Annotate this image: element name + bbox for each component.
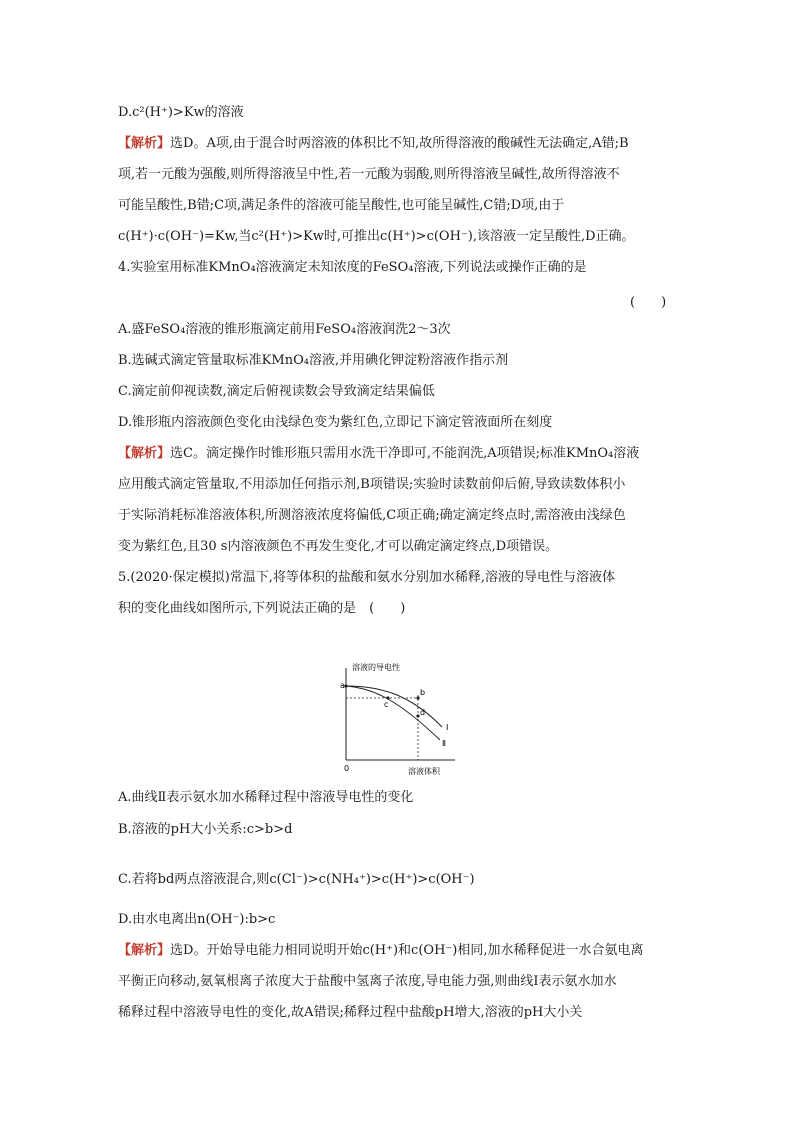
analysis-4-line-4: 变为紫红色,且30 s内溶液颜色不再发生变化,才可以确定滴定终点,D项错误。 bbox=[118, 539, 559, 554]
analysis-text: 选D。A项,由于混合时两溶液的体积比不知,故所得溶液的酸碱性无法确定,A错;B bbox=[170, 136, 629, 151]
question-5-option-a: A.曲线Ⅱ表示氨水加水稀释过程中溶液导电性的变化 bbox=[118, 790, 414, 805]
question-4-option-c: C.滴定前仰视读数,滴定后俯视读数会导致滴定结果偏低 bbox=[118, 384, 435, 399]
analysis-4-line-1 bbox=[118, 446, 678, 462]
question-5-option-b: B.溶液的pH大小关系:c>b>d bbox=[118, 822, 293, 837]
analysis-text: 选C。滴定操作时锥形瓶只需用水洗干净即可,不能润洗,A项错误;标准KMnO₄溶液 bbox=[170, 446, 640, 461]
analysis-5-line-3: 稀释过程中溶液导电性的变化,故A错误;稀释过程中盐酸pH增大,溶液的pH大小关 bbox=[118, 1005, 583, 1020]
question-4-stem: 4.实验室用标准KMnO₄溶液滴定未知浓度的FeSO₄溶液,下列说法或操作正确的是 bbox=[118, 260, 587, 275]
question-4-option-b: B.选碱式滴定管量取标准KMnO₄溶液,并用碘化钾淀粉溶液作指示剂 bbox=[118, 353, 509, 368]
analysis-tag: 【解析】 bbox=[118, 446, 171, 461]
question-4-answer-paren: ( ) bbox=[630, 295, 667, 310]
question-4-option-a: A.盛FeSO₄溶液的锥形瓶滴定前用FeSO₄溶液润洗2～3次 bbox=[118, 322, 451, 337]
analysis-tag: 【解析】 bbox=[118, 943, 171, 958]
curve-1-label: Ⅰ bbox=[446, 723, 449, 732]
analysis-3-line-4: c(H⁺)·c(OH⁻)=Kw,当c²(H⁺)>Kw时,可推出c(H⁺)>c(OH⁻),该溶液一定呈酸性,D正确。 bbox=[118, 229, 635, 244]
q3-option-d: D.c²(H⁺)>Kw的溶液 bbox=[118, 105, 244, 120]
analysis-4-line-3: 于实际消耗标准溶液体积,所测溶液浓度将偏低,C项正确;确定滴定终点时,需溶液由浅绿色 bbox=[118, 508, 626, 523]
question-5-option-d: D.由水电离出n(OH⁻):b>c bbox=[118, 912, 276, 927]
analysis-4-line-2: 应用酸式滴定管量取,不用添加任何指示剂,B项错误;实验时读数前仰后俯,导致读数体积小 bbox=[118, 477, 626, 492]
question-5-stem-1: 5.(2020·保定模拟)常温下,将等体积的盐酸和氨水分别加水稀释,溶液的导电性与溶液体 bbox=[118, 570, 616, 585]
analysis-3-line-1 bbox=[118, 136, 678, 152]
analysis-3-line-3: 可能呈酸性,B错;C项,满足条件的溶液可能呈酸性,也可能呈碱性,C错;D项,由于 bbox=[118, 198, 565, 213]
analysis-3-line-2: 项,若一元酸为强酸,则所得溶液呈中性,若一元酸为弱酸,则所得溶液呈碱性,故所得溶液不 bbox=[118, 167, 620, 182]
question-5-stem-2: 积的变化曲线如图所示,下列说法正确的是 ( ) bbox=[118, 601, 406, 616]
curve-1 bbox=[346, 686, 442, 727]
conductivity-figure bbox=[330, 660, 470, 780]
question-5-option-c: C.若将bd两点溶液混合,则c(Cl⁻)>c(NH₄⁺)>c(H⁺)>c(OH⁻) bbox=[118, 872, 475, 887]
y-axis-label: 溶液的导电性 bbox=[352, 663, 400, 672]
analysis-5-line-1 bbox=[118, 943, 678, 959]
analysis-tag: 【解析】 bbox=[118, 136, 171, 151]
question-4-option-d: D.锥形瓶内溶液颜色变化由浅绿色变为紫红色,立即记下滴定管液面所在刻度 bbox=[118, 415, 553, 430]
analysis-5-line-2: 平衡正向移动,氨氧根离子浓度大于盐酸中氢离子浓度,导电能力强,则曲线Ⅰ表示氨水加水 bbox=[118, 974, 617, 989]
point-a-label: a bbox=[340, 681, 345, 690]
curve-2-label: Ⅱ bbox=[442, 739, 446, 748]
origin-label: 0 bbox=[344, 764, 350, 773]
point-c-label: c bbox=[384, 700, 389, 709]
analysis-text: 选D。开始导电能力相同说明开始c(H⁺)和c(OH⁻)相同,加水稀释促进一水合氨电离 bbox=[170, 943, 644, 958]
point-b-label: b bbox=[420, 688, 426, 697]
x-axis-label: 溶液体积 bbox=[408, 767, 440, 776]
point-d-label: d bbox=[420, 708, 426, 717]
curve-2 bbox=[346, 686, 440, 740]
